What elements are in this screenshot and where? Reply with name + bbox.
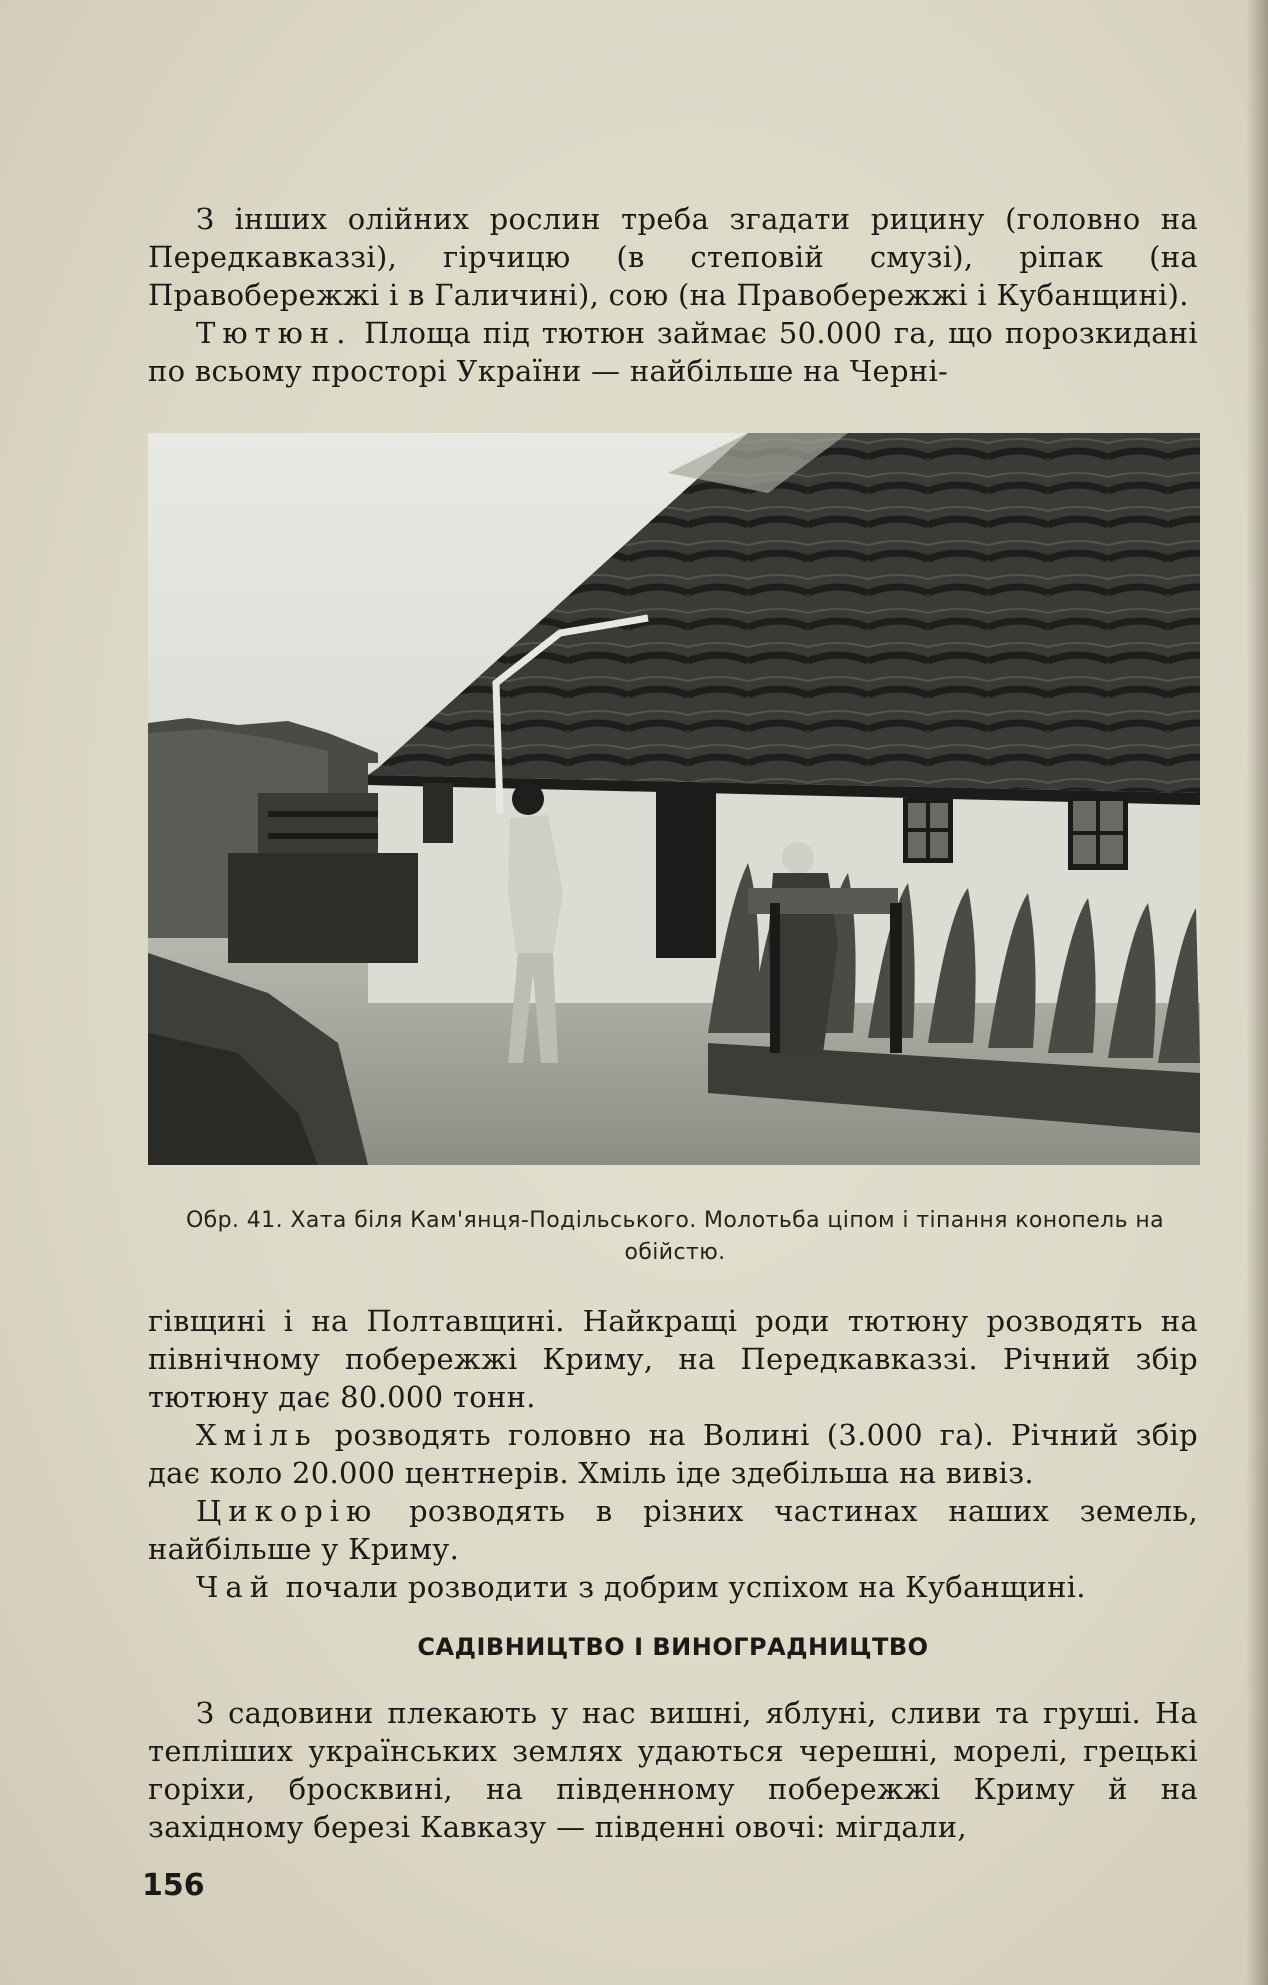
intro-paragraph: З інших олійних рослин треба згадати рицину (головно на Передкавказзі), гірчицю (в степовій смузі), ріпак (на Правобережжі і в Галичині), сою (на Правобережжі і Кубанщині). [148,202,1198,312]
photo-illustration [148,433,1200,1165]
tea-text: почали розводити з добрим успіхом на Кубанщині. [285,1570,1086,1604]
hops-text: розводять головно на Волині (3.000 га). Річний збір дає коло 20.000 центнерів. Хміль іде здебільша на вивіз. [148,1418,1198,1490]
chicory-term: Цикорію [196,1494,379,1528]
tea-paragraph [148,1568,1198,1606]
page-number: 156 [142,1868,205,1903]
tea-term: Чай [196,1570,277,1604]
tobacco-paragraph-continued: гівщині і на Полтавщині. Найкращі роди тютюну розводять на північному побережжі Криму, на Передкавказзі. Річний збір тютюну дає 80.000 тонн. [148,1304,1198,1414]
tobacco-text-before-figure: Площа під тютюн займає 50.000 га, що порозкидані по всьому просторі України — найбільше на Черні- [148,316,1198,388]
hops-term: Хміль [196,1418,318,1452]
chicory-text: розводять в різних частинах наших земель, найбільше у Криму. [148,1494,1198,1566]
figure-caption: Обр. 41. Хата біля Кам'янця-Подільського. Молотьба ціпом і тіпання конопель на обійстю. [185,1208,1165,1265]
hops-paragraph [148,1416,1198,1492]
tobacco-term: Тютюн. [196,316,353,350]
photo-house-near-kamianets [148,433,1200,1165]
gardening-paragraph: З садовини плекають у нас вишні, яблуні, сливи та груші. На тепліших українських землях удаються черешні, морелі, грецькі горіхи, бросквині, на південному побережжі Криму й на західному березі Кавказу — південні овочі: мігдали, [148,1696,1198,1844]
tobacco-paragraph-start [148,314,1198,390]
section-heading: САДІВНИЦТВО І ВИНОГРАДНИЦТВО [417,1633,929,1661]
chicory-paragraph [148,1492,1198,1568]
